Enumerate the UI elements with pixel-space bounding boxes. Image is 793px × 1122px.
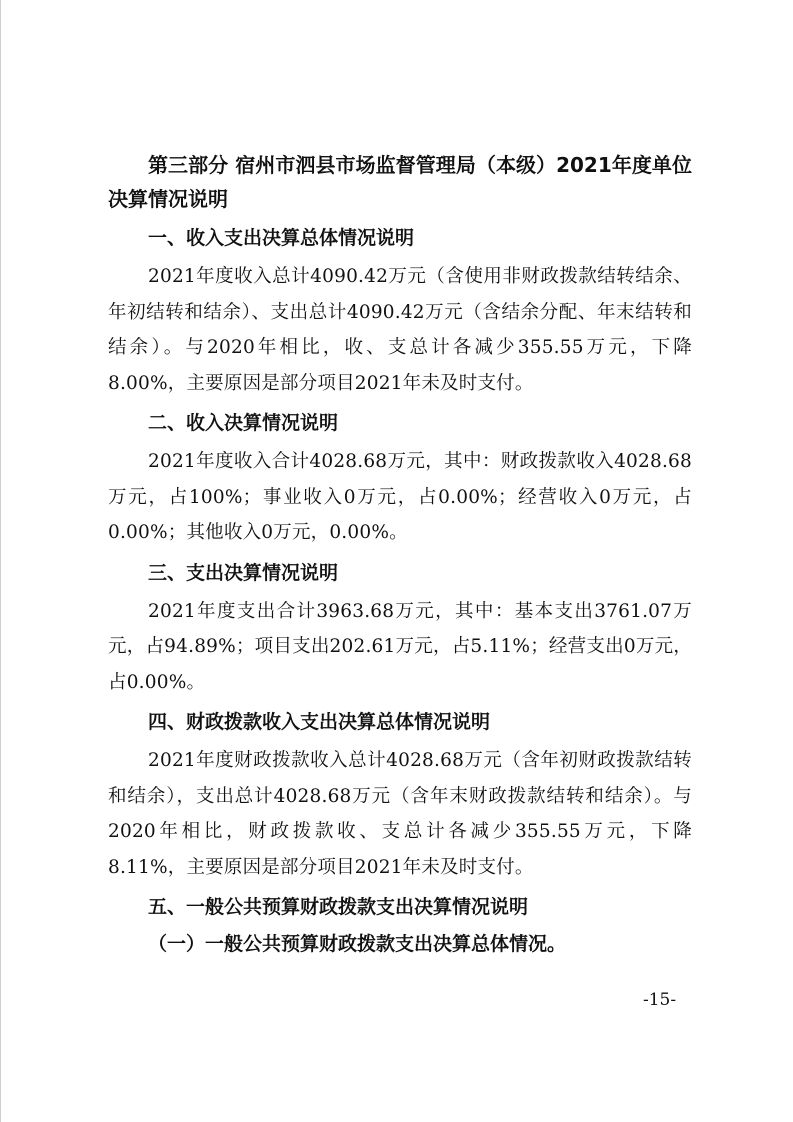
- section-paragraph-4: 2021年度财政拨款收入总计4028.68万元（含年初财政拨款结转和结余），支出总计4028.68万元（含年末财政拨款结转和结余）。与2020年相比，财政拨款收、支总计各减少355.55万元，下降8.11%，主要原因是部分项目2021年未及时支付。: [108, 750, 692, 878]
- section-heading-4: 四、财政拨款收入支出决算总体情况说明: [148, 711, 491, 733]
- section-heading-5: 五、一般公共预算财政拨款支出决算情况说明: [148, 896, 529, 918]
- section-paragraph-3: 2021年度支出合计3963.68万元，其中：基本支出3761.07万元，占94.89%；项目支出202.61万元，占5.11%；经营支出0万元，占0.00%。: [108, 600, 692, 693]
- section-heading-3: 三、支出决算情况说明: [148, 561, 339, 584]
- document-title: 第三部分 宿州市泗县市场监督管理局（本级）2021年度单位决算情况说明: [108, 153, 692, 211]
- page-number: -15-: [643, 990, 677, 1010]
- section-paragraph-1: 2021年度收入总计4090.42万元（含使用非财政拨款结转结余、年初结转和结余）、支出总计4090.42万元（含结余分配、年末结转和结余）。与2020年相比，收、支总计各减少355.55万元，下降8.00%，主要原因是部分项目2021年未及时支付。: [108, 266, 692, 394]
- subsection-heading: （一）一般公共预算财政拨款支出决算总体情况。: [148, 933, 567, 955]
- section-heading-1: 一、收入支出决算总体情况说明: [148, 227, 415, 249]
- section-heading-2: 二、收入决算情况说明: [148, 412, 339, 434]
- section-paragraph-2: 2021年度收入合计4028.68万元，其中：财政拨款收入4028.68万元，占100%；事业收入0万元，占0.00%；经营收入0万元，占0.00%；其他收入0万元，0.00%。: [108, 451, 692, 543]
- document-body: [108, 148, 692, 960]
